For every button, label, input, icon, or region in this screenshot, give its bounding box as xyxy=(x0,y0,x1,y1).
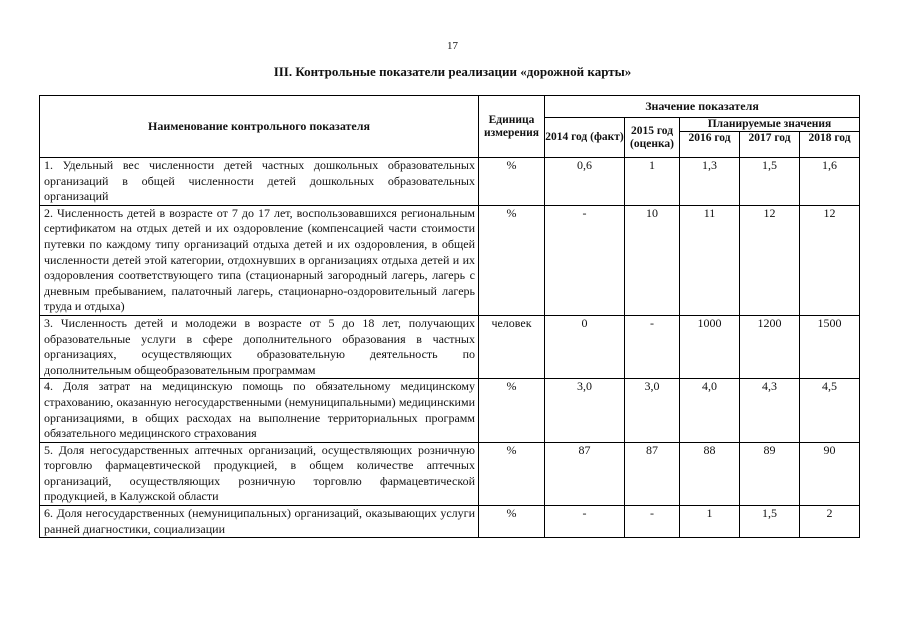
header-2017: 2017 год xyxy=(740,132,800,158)
value-2014: 87 xyxy=(545,442,625,505)
value-2016: 4,0 xyxy=(680,379,740,442)
value-2014: - xyxy=(545,506,625,538)
value-2014: - xyxy=(545,205,625,315)
unit-cell: % xyxy=(479,506,545,538)
header-indicator-name: Наименование контрольного показателя xyxy=(40,96,479,158)
value-2018: 1500 xyxy=(800,315,860,378)
value-2017: 1,5 xyxy=(740,506,800,538)
unit-cell: % xyxy=(479,379,545,442)
header-2014: 2014 год (факт) xyxy=(545,118,625,158)
value-2018: 1,6 xyxy=(800,158,860,206)
value-2018: 90 xyxy=(800,442,860,505)
indicator-name: 2. Численность детей в возрасте от 7 до 17 лет, воспользовавшихся региональным сертификатом на отдых детей и их оздоровление (компенсацией части стоимости путевки по каждому типу организаций отдыха детей и их оздоровления, в общей численности детей этой категории, отдохнувших в организациях отдыха детей и их оздоровления соответствующего типа (стационарный загородный лагерь, лагерь с дневным пребыванием, палаточный лагерь, стационарно-оздоровительный лагерь труда и отдыха) xyxy=(40,205,479,315)
header-unit: Единица измерения xyxy=(479,96,545,158)
header-planned: Планируемые значения xyxy=(680,118,860,132)
value-2014: 3,0 xyxy=(545,379,625,442)
value-2015: 3,0 xyxy=(625,379,680,442)
table-row xyxy=(40,205,860,315)
indicator-name: 5. Доля негосударственных аптечных организаций, осуществляющих розничную торговлю фармацевтической продукцией, в общем количестве аптечных организаций, осуществляющих розничную торговлю фармацевтической продукцией, в Калужской области xyxy=(40,442,479,505)
table-row xyxy=(40,442,860,505)
value-2015: 87 xyxy=(625,442,680,505)
value-2015: - xyxy=(625,506,680,538)
unit-cell: % xyxy=(479,158,545,206)
value-2018: 4,5 xyxy=(800,379,860,442)
value-2014: 0,6 xyxy=(545,158,625,206)
unit-cell: % xyxy=(479,205,545,315)
value-2017: 1,5 xyxy=(740,158,800,206)
value-2016: 1000 xyxy=(680,315,740,378)
unit-cell: человек xyxy=(479,315,545,378)
section-title: III. Контрольные показатели реализации «дорожной карты» xyxy=(273,64,632,79)
indicator-name: 3. Численность детей и молодежи в возрасте от 5 до 18 лет, получающих образовательные услуги в сфере дополнительного образования в частных организациях, осуществляющих образовательную деятельность по дополнительным общеобразовательным программам xyxy=(40,315,479,378)
value-2017: 12 xyxy=(740,205,800,315)
value-2015: 10 xyxy=(625,205,680,315)
header-value-group: Значение показателя xyxy=(545,96,860,118)
value-2016: 1 xyxy=(680,506,740,538)
value-2015: 1 xyxy=(625,158,680,206)
header-2018: 2018 год xyxy=(800,132,860,158)
value-2017: 1200 xyxy=(740,315,800,378)
page-number: 17 xyxy=(447,40,458,52)
indicator-name: 6. Доля негосударственных (немуниципальных) организаций, оказывающих услуги ранней диагностики, социализации xyxy=(40,506,479,538)
table-row xyxy=(40,158,860,206)
value-2016: 88 xyxy=(680,442,740,505)
header-2015: 2015 год (оценка) xyxy=(625,118,680,158)
value-2016: 11 xyxy=(680,205,740,315)
indicator-name: 1. Удельный вес численности детей частных дошкольных образовательных организаций в общей численности детей дошкольных образовательных организаций xyxy=(40,158,479,206)
value-2017: 4,3 xyxy=(740,379,800,442)
value-2018: 2 xyxy=(800,506,860,538)
table-row xyxy=(40,379,860,442)
value-2017: 89 xyxy=(740,442,800,505)
value-2018: 12 xyxy=(800,205,860,315)
table-row xyxy=(40,315,860,378)
value-2014: 0 xyxy=(545,315,625,378)
value-2016: 1,3 xyxy=(680,158,740,206)
indicator-name: 4. Доля затрат на медицинскую помощь по обязательному медицинскому страхованию, оказанную негосударственными (немуниципальными) медицинскими организациями, в общих расходах на выполнение территориальных программ обязательного медицинского страхования xyxy=(40,379,479,442)
unit-cell: % xyxy=(479,442,545,505)
header-2016: 2016 год xyxy=(680,132,740,158)
table-row xyxy=(40,506,860,538)
indicators-table xyxy=(39,95,860,538)
value-2015: - xyxy=(625,315,680,378)
